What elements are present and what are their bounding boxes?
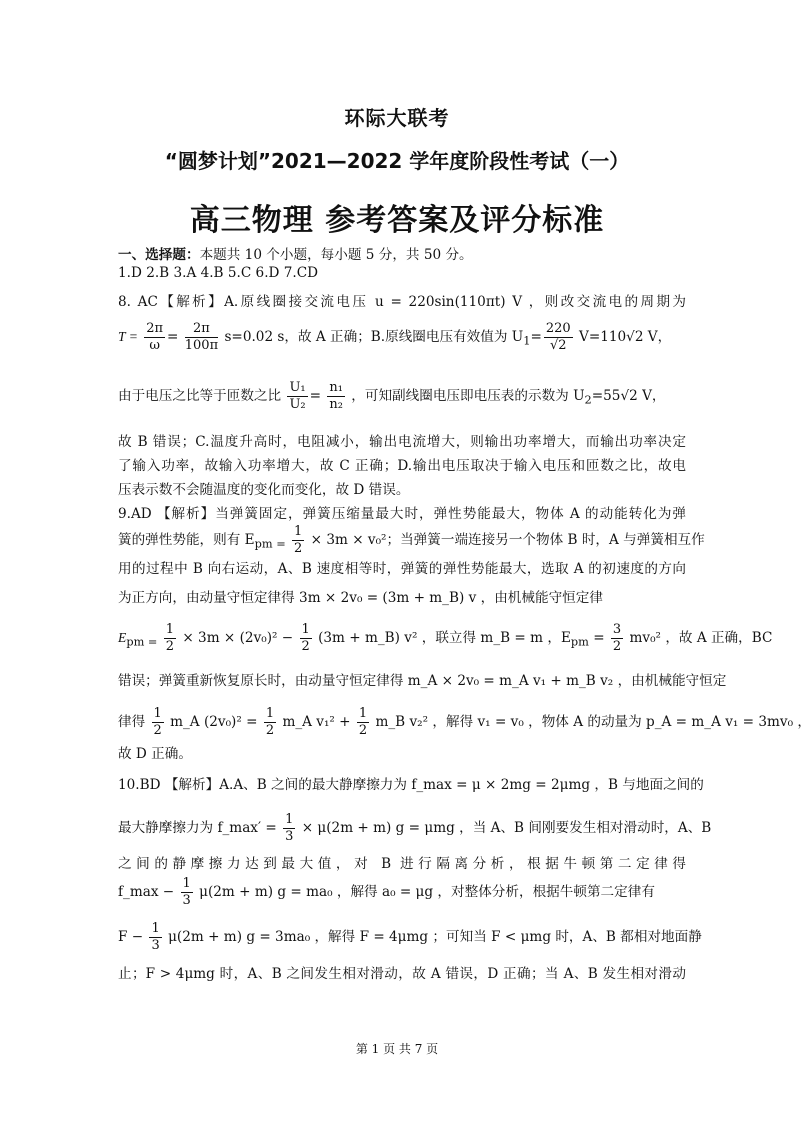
q10-line-2: 最大静摩擦力为 f_max′ = $\frac{1}{3}$ × μ(2m + m) g = μmg ，当 A、B 间刚要发生相对滑动时，A、B (118, 812, 712, 844)
q9-line-7: 律得 $\frac{1}{2}$ m_A (2v₀)² = $\frac{1}{2}$ m_A v₁² + $\frac{1}{2}$ m_B v₂² ，解得 v₁ = v₀ ，物体 A 的动量为 p_A = m_A v₁ = 3mv₀ ， (118, 706, 811, 738)
q10-line-3: 之间的静摩擦力达到最大值，对 B 进行隔离分析，根据牛顿第二定律得 (118, 856, 686, 872)
q9-line-4: 为正方向，由动量守恒定律得 3m × 2v₀ = (3m + m_B) v ，由机械能守恒定律 (118, 590, 603, 606)
fraction: $\frac{\text{n₁}}{\text{n₂}}$ (329, 380, 343, 412)
fraction: $\frac{\text{U₁}}{\text{U₂}}$ (289, 380, 306, 412)
answer-key-1-7: 1.D 2.B 3.A 4.B 5.C 6.D 7.CD (118, 265, 319, 281)
q9-line-5: $E_{pm =}$ $\frac{1}{2}$ × 3m × (2v₀)² − $\frac{1}{2}$ (3m + m_B) v² ，联立得 m_B = m ，$E_{pm}$ = $\frac{3}{2}$ mv₀² ，故 A 正确，BC (118, 622, 773, 654)
fraction: $\frac{1}{2}$ (265, 706, 275, 738)
fraction: $\frac{1}{2}$ (165, 622, 175, 654)
q9-line-8: 故 D 正确。 (118, 746, 192, 762)
fraction: $\frac{1}{2}$ (153, 706, 162, 738)
q9-line-1: 9.AD 【解析】当弹簧固定，弹簧压缩量最大时，弹性势能最大，物体 A 的动能转化为弹 (118, 506, 686, 522)
page-title: 高三物理 参考答案及评分标准 (189, 203, 605, 238)
fraction: $\frac{1}{3}$ (182, 876, 191, 908)
q8-line-3: 由于电压之比等于匝数之比 $\frac{\text{U₁}}{\text{U₂}}$ = $\frac{\text{n₁}}{\text{n₂}}$ ，可知副线圈电压即电压表的示数为 $U_2=55√2$ V， (118, 380, 666, 412)
fraction: $\frac{220}{√2}$ (545, 321, 571, 353)
fraction: $\frac{1}{2}$ (301, 622, 310, 654)
q9-line-2: 簧的弹性势能，则有 $E_{pm =}$ $\frac{1}{2}$ × 3m × v₀²；当弹簧一端连接另一个物体 B 时，A 与弹簧相互作 (118, 524, 705, 556)
q10-line-5: F − $\frac{1}{3}$ μ(2m + m) g = 3ma₀ ，解得 F = 4μmg ；可知当 F < μmg 时，A、B 都相对地面静 (118, 921, 702, 953)
q8-line-1: 8. AC【解析】A.原线圈接交流电压 u = 220sin(110πt) V ，则改交流电的周期为 (118, 294, 686, 310)
q10-line-1: 10.BD 【解析】A.A、B 之间的最大静摩擦力为 f_max = μ × 2mg = 2μmg ，B 与地面之间的 (118, 777, 704, 793)
q8-line-6: 压表示数不会随温度的变化而变化，故 D 错误。 (118, 482, 410, 498)
q8-line-5: 了输入功率，故输入功率增大，故 C 正确；D.输出电压取决于输入电压和匝数之比，故电 (118, 458, 686, 474)
section-heading: 一、选择题：本题共 10 个小题，每小题 5 分，共 50 分。 (118, 247, 473, 263)
q9-line-3: 用的过程中 B 向右运动，A、B 速度相等时，弹簧的弹性势能最大，选取 A 的初速度的方向 (118, 561, 686, 577)
q10-line-4: f_max − $\frac{1}{3}$ μ(2m + m) g = ma₀ ，解得 a₀ = μg ，对整体分析，根据牛顿第二定律有 (118, 876, 655, 908)
fraction: $\frac{2\pi}{100\pi}$ (184, 321, 219, 353)
fraction: $\frac{1}{2}$ (294, 524, 303, 556)
fraction: $\frac{1}{2}$ (358, 706, 368, 738)
fraction: $\frac{1}{3}$ (151, 921, 160, 953)
page-number: 第 1 页 共 7 页 (355, 1042, 439, 1056)
fraction: $\frac{2\pi}{\omega}$ (146, 321, 164, 353)
q8-line-2: T = $\frac{2\pi}{\omega}$ = $\frac{2\pi}{100\pi}$ s=0.02 s，故 A 正确；B.原线圈电压有效值为 $U_1=$ $\frac{220}{√2}$ V=110√2 V， (118, 321, 672, 353)
q10-line-6: 止；F > 4μmg 时，A、B 之间发生相对滑动，故 A 错误，D 正确；当 A、B 发生相对滑动 (118, 966, 686, 982)
exam-organization: 环际大联考 (344, 106, 450, 130)
exam-subtitle: “圆梦计划”2021—2022 学年度阶段性考试（一） (164, 149, 630, 173)
fraction: $\frac{3}{2}$ (612, 622, 622, 654)
q8-line-4: 故 B 错误；C.温度升高时，电阻减小，输出电流增大，则输出功率增大，而输出功率决定 (118, 434, 686, 450)
fraction: $\frac{1}{3}$ (285, 812, 294, 844)
q9-line-6: 错误；弹簧重新恢复原长时，由动量守恒定律得 m_A × 2v₀ = m_A v₁ + m_B v₂ ，由机械能守恒定 (118, 673, 727, 689)
